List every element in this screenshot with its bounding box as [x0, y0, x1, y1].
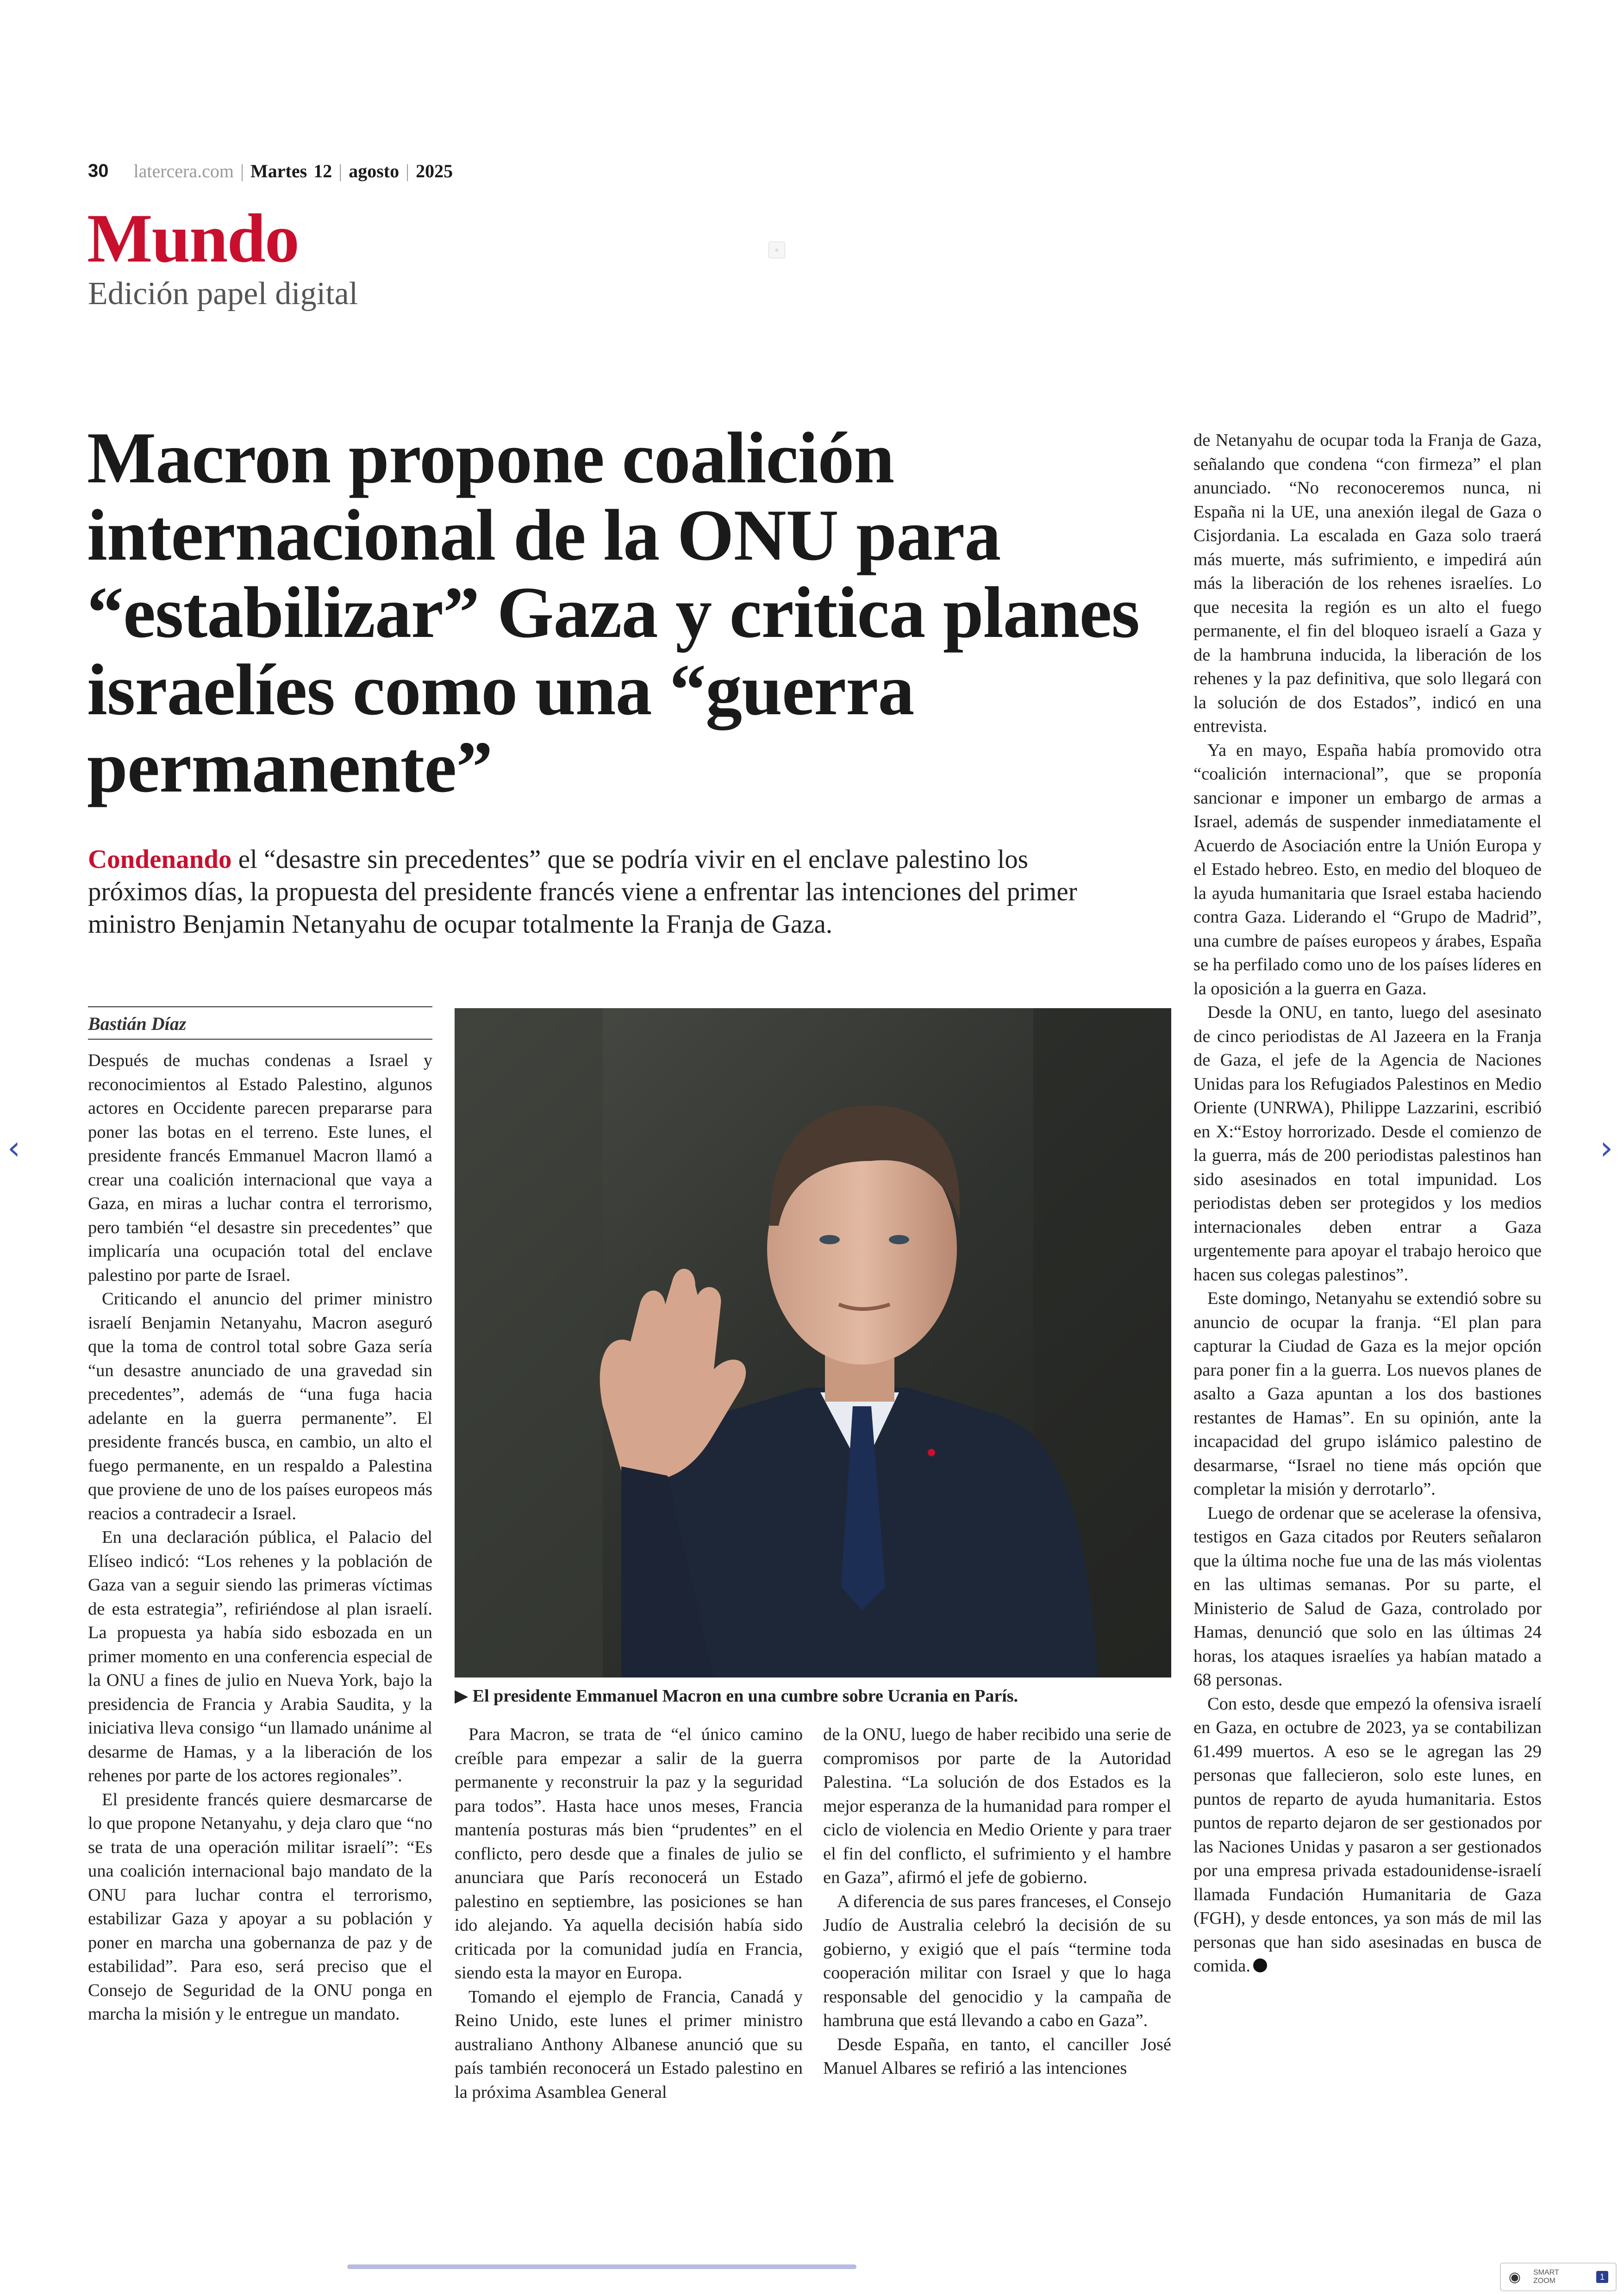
photo-caption: ▶ El presidente Emmanuel Macron en una cumbre sobre Ucrania en París.	[455, 1686, 1018, 1706]
paragraph: En una declaración pública, el Palacio del Elíseo indicó: “Los rehenes y la población de Gaza van a seguir siendo las primeras víctimas de esta estrategia”, refiriéndose al plan israelí. La propuesta ya había sido esbozada en un primer momento en una conferencia especial de la ONU a fines de julio en Nueva York, bajo la presidencia de Francia y Arabia Saudita, y la iniciativa lleva consigo “un llamado unánime al desarme de Hamas, y a la liberación de los rehenes por parte de los actores regionales”.	[88, 1528, 432, 1785]
scroll-progress-bar	[347, 2264, 856, 2269]
scroll-progress-fill	[347, 2264, 856, 2269]
lead-text: el “desastre sin precedentes” que se podría vivir en el enclave palestino los próximos días, la propuesta del presidente francés viene a enfrentar las intenciones del primer ministro Benjamin Netanyahu de ocupar totalmente la Franja de Gaza.	[88, 845, 1077, 939]
zoom-badge: 1	[1596, 2271, 1608, 2283]
lead-paragraph	[88, 843, 1097, 941]
page-number: 30	[88, 161, 109, 181]
date-number: 12	[313, 161, 332, 181]
paragraph: Desde España, en tanto, el canciller José Manuel Albares se refirió a las intenciones	[823, 2034, 1171, 2078]
byline: Bastián Díaz	[88, 1013, 187, 1034]
prev-page-chevron-icon[interactable]: ‹	[7, 1129, 20, 1167]
lead-strong-word: Condenando	[88, 845, 232, 874]
separator: |	[240, 161, 244, 181]
date-day: Martes	[250, 161, 307, 181]
article-column-4	[1193, 429, 1542, 1978]
separator: |	[406, 161, 410, 181]
page-marker-icon: ▫	[768, 242, 785, 258]
paragraph: Este domingo, Netanyahu se extendió sobre su anuncio de ocupar la franja. “El plan para capturar la Ciudad de Gaza es la mejor opción para poner fin a la guerra. Los nuevos planes de asalto a Gaza apuntan a los dos bastiones restantes de Hamas”. En su opinión, ante la incapacidad del grupo islámico palestino de desarmarse, “Israel no tiene más opción que completar la misión y derrotarlo”.	[1193, 1289, 1542, 1499]
eye-icon: ◉	[1508, 2269, 1521, 2285]
paragraph: Para Macron, se trata de “el único camino creíble para empezar a salir de la guerra permanente y reconstruir la paz y la seguridad para todos”. Hasta hace unos meses, Francia mantenía posturas más bien “prudentes” en el conflicto, pero desde que a finales de julio se anunciara que París reconocerá un Estado palestino en septiembre, las posiciones se han ido alejando. Ya aquella decisión había sido criticada por la comunidad judía en Francia, siendo esta la mayor en Europa.	[455, 1725, 803, 1983]
paragraph: Ya en mayo, España había promovido otra “coalición internacional”, que se proponía sancionar e imponer un embargo de armas a Israel, además de suspender inmediatamente el Acuerdo de Asociación entre la Unión Europa y el Estado hebreo. Esto, en medio del bloqueo de la ayuda humanitaria que Israel estaba haciendo contra Gaza. Liderando el “Grupo de Madrid”, una cumbre de países europeos y árabes, España se ha perfilado como uno de los países líderes en la oposición a la guerra en Gaza.	[1193, 740, 1542, 998]
next-page-chevron-icon[interactable]: ›	[1600, 1129, 1613, 1167]
paragraph	[1193, 1692, 1542, 1978]
date-month: agosto	[349, 161, 400, 181]
paragraph: Criticando el anuncio del primer ministro israelí Benjamin Netanyahu, Macron aseguró que la toma de control total sobre Gaza sería “un desastre anunciado de una gravedad sin precedentes”, además de “una fuga hacia adelante en la guerra permanente”. El presidente francés busca, en cambio, un alto el fuego permanente, en un respaldo a Palestina que proviene de uno de los países europeos más reacios a contradecir a Israel.	[88, 1289, 432, 1523]
article-column-3	[823, 1723, 1171, 2081]
paragraph: Tomando el ejemplo de Francia, Canadá y Reino Unido, este lunes el primer ministro australiano Anthony Albanese anunció que su país también reconocerá un Estado palestino en la próxima Asamblea General	[455, 1987, 803, 2102]
headline: Macron propone coalición internacional de la ONU para “estabilizar” Gaza y critica planes israelíes como una “guerra permanente”	[87, 418, 1140, 808]
smart-zoom-button[interactable]	[1500, 2263, 1617, 2291]
separator: |	[338, 161, 343, 181]
site-name: latercera.com	[133, 161, 234, 181]
paragraph-text: Con esto, desde que empezó la ofensiva israelí en Gaza, en octubre de 2023, ya se contabilizan 61.499 muertos. A eso se le agregan las 29 personas que fallecieron, solo este lunes, en puntos de reparto de ayuda humanitaria. Estos puntos de reparto dejaron de ser gestionados por las Naciones Unidas y pasaron a ser gestionados por una empresa privada estadounidense-israelí llamada Fundación Humanitaria de Gaza (FGH), y desde entonces, ya son más de mil las personas que han sido asesinadas en busca de comida.	[1193, 1694, 1542, 1976]
edition-label: Edición papel digital	[88, 276, 358, 312]
paragraph: Después de muchas condenas a Israel y reconocimientos al Estado Palestino, algunos actores en Occidente parecen prepararse para poner las botas en el terreno. Este lunes, el presidente francés Emmanuel Macron llamó a crear una coalición internacional que vaya a Gaza, en miras a luchar contra el terrorismo, pero también “el desastre sin precedentes” que implicaría una ocupación total del enclave palestino por parte de Israel.	[88, 1051, 432, 1285]
article-column-2	[455, 1723, 803, 2104]
paragraph: Luego de ordenar que se acelerase la ofensiva, testigos en Gaza citados por Reuters señalaron que la última noche fue una de las más violentas en las ultimas semanas. Por su parte, el Ministerio de Salud de Gaza, controlado por Hamas, denunció que solo en las últimas 24 horas, los ataques israelíes ya habían matado a 68 personas.	[1193, 1503, 1542, 1690]
paragraph: A diferencia de sus pares franceses, el Consejo Judío de Australia celebró la decisión de su gobierno, y exigió que el país “termine toda cooperación militar con Israel y que lo haga responsable del genocidio y la campaña de hambruna que está llevando a cabo en Gaza”.	[823, 1891, 1171, 2030]
section-title: Mundo	[87, 200, 299, 277]
article-end-icon	[1253, 1958, 1267, 1972]
article-photo	[455, 1008, 1171, 1678]
article-column-1	[88, 1049, 432, 2027]
page-header	[88, 160, 453, 182]
paragraph: de la ONU, luego de haber recibido una serie de compromisos por parte de la Autoridad Palestina. “La solución de dos Estados es la mejor esperanza de la humanidad para romper el ciclo de violencia en Medio Oriente y para traer el fin del conflicto, el sufrimiento y el hambre en Gaza”, afirmó el jefe de gobierno.	[823, 1725, 1171, 1887]
macron-portrait-image	[455, 1008, 1171, 1678]
paragraph: El presidente francés quiere desmarcarse de lo que propone Netanyahu, y deja claro que “no se trata de una operación militar israelí”: “Es una coalición internacional bajo mandato de la ONU para luchar contra el terrorismo, estabilizar Gaza y apoyar a su población y poner en marcha una gobernanza de paz y de estabilidad”. Para eso, será preciso que el Consejo de Seguridad de la ONU ponga en marcha la misión y le entregue un mandato.	[88, 1790, 432, 2024]
byline-rule-top	[88, 1006, 432, 1007]
paragraph: de Netanyahu de ocupar toda la Franja de Gaza, señalando que condena “con firmeza” el plan anunciado. “No reconoceremos nunca, ni España ni la UE, una anexión ilegal de Gaza o Cisjordania. La escalada en Gaza solo traerá más muerte, más sufrimiento, e impedirá aún más la liberación de los rehenes israelíes. Lo que necesita la región es un alto el fuego permanente, el fin del bloqueo israelí a Gaza y de la hambruna inducida, la liberación de los rehenes y la paz definitiva, que solo llegará con la solución de dos Estados”, indicó en una entrevista.	[1193, 430, 1542, 736]
paragraph: Desde la ONU, en tanto, luego del asesinato de cinco periodistas de Al Jazeera en la Franja de Gaza, el jefe de la Agencia de Naciones Unidas para los Refugiados Palestinos en Medio Oriente (UNRWA), Philippe Lazzarini, escribió en X:“Estoy horrorizado. Desde el comienzo de la guerra, más de 200 periodistas palestinos han sido asesinados en total impunidad. Los periodistas deben ser protegidos y los medios internacionales deben entrar a Gaza urgentemente para apoyar el trabajo heroico que hacen sus colegas palestinos”.	[1193, 1003, 1542, 1285]
smart-zoom-label: SMART ZOOM	[1533, 2269, 1559, 2285]
byline-rule-bottom	[88, 1039, 432, 1040]
date-year: 2025	[416, 161, 453, 181]
